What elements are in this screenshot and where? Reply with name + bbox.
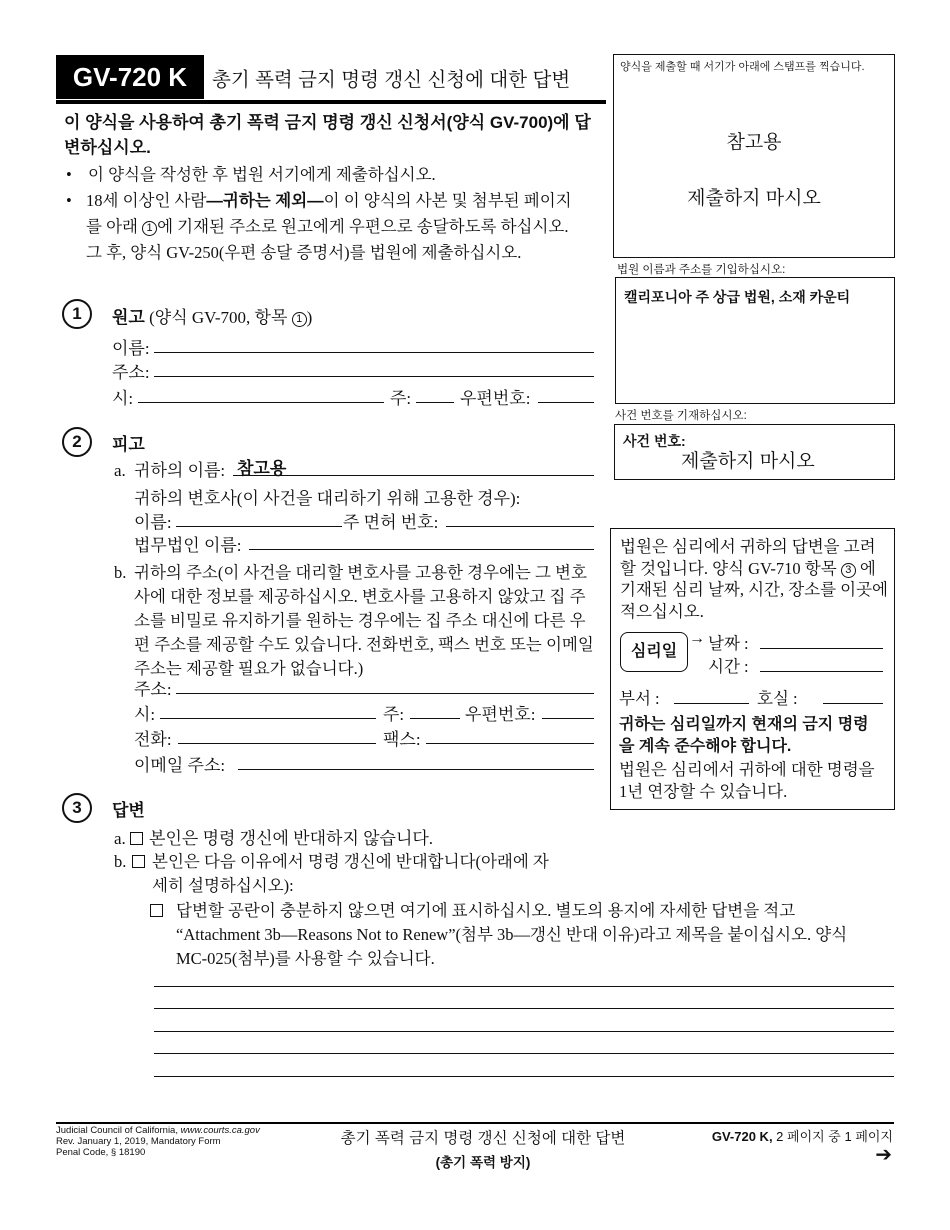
firm-name-label: 법무법인 이름: bbox=[134, 536, 242, 555]
answer-line-4[interactable] bbox=[154, 1053, 894, 1054]
item-2b-label: b. bbox=[114, 563, 127, 582]
section-1-subtitle-post: ) bbox=[306, 308, 313, 327]
item-1-ref-circle: 1 bbox=[142, 221, 157, 236]
case-number-box[interactable] bbox=[614, 424, 895, 480]
intro-heading: 이 양식을 사용하여 총기 폭력 금지 명령 갱신 신청서(양식 GV-700)에 답변하십시오. bbox=[64, 113, 591, 157]
item-2a-label: a. bbox=[114, 461, 126, 480]
clerk-stamp-box bbox=[613, 54, 895, 258]
defendant-state-field[interactable] bbox=[410, 718, 460, 719]
item-3b-checkbox[interactable] bbox=[132, 855, 145, 868]
section-2-number: 2 bbox=[62, 427, 92, 457]
hearing-room-field[interactable] bbox=[823, 703, 883, 704]
item-3-ref-circle: 3 bbox=[841, 563, 856, 578]
section-1-heading bbox=[112, 303, 312, 328]
defendant-city-label: 시: bbox=[134, 705, 156, 724]
court-name-text: 캘리포니아 주 상급 법원, 소재 카운티 bbox=[624, 289, 851, 305]
item-3a-text: 본인은 명령 갱신에 반대하지 않습니다. bbox=[149, 829, 434, 848]
defendant-name-label: 귀하의 이름: bbox=[134, 461, 226, 480]
intro-bullet-1-text: 이 양식을 작성한 후 법원 서기에게 제출하십시오. bbox=[88, 165, 436, 184]
defendant-address-field[interactable] bbox=[176, 693, 594, 694]
hearing-room-label: 호실 : bbox=[757, 689, 798, 708]
plaintiff-state-field[interactable] bbox=[416, 402, 454, 403]
defendant-fax-field[interactable] bbox=[426, 743, 594, 744]
intro-bullet-2-post-a: 이 이 양식의 사본 및 첨부된 페이지를 아래 bbox=[86, 191, 572, 236]
defendant-email-label: 이메일 주소: bbox=[134, 756, 226, 775]
next-page-arrow-icon[interactable]: ➔ bbox=[875, 1144, 892, 1166]
hearing-info-box bbox=[610, 528, 895, 810]
hearing-intro-b: 에 기재된 심리 날짜, 시간, 장소를 이곳에 적으십시오. bbox=[620, 558, 888, 621]
defendant-fax-label: 팩스: bbox=[383, 730, 421, 749]
defendant-phone-field[interactable] bbox=[178, 743, 376, 744]
section-2-title: 피고 bbox=[112, 435, 145, 454]
item-3b-text: 본인은 다음 이유에서 명령 갱신에 반대합니다(아래에 자세히 설명하십시오): bbox=[152, 852, 549, 895]
footer-subtitle: (총기 폭력 방지) bbox=[435, 1155, 531, 1170]
hearing-intro-a: 법원은 심리에서 귀하의 답변을 고려할 것입니다. 양식 GV-710 항목 bbox=[620, 537, 876, 578]
section-1-subtitle-pre: (양식 GV-700, 항목 bbox=[144, 308, 292, 327]
clerk-stamp-caption: 양식을 제출할 때 서기가 아래에 스탬프를 찍습니다. bbox=[620, 61, 865, 73]
lawyer-intro: 귀하의 변호사(이 사건을 대리하기 위해 고용한 경우): bbox=[134, 489, 521, 508]
item-3a bbox=[114, 824, 433, 849]
answer-line-2[interactable] bbox=[154, 1008, 894, 1009]
defendant-name-row bbox=[114, 456, 225, 481]
defendant-address-label: 주소: bbox=[134, 680, 172, 699]
court-name-box[interactable] bbox=[615, 277, 895, 404]
hearing-warning-text: 법원은 심리에서 귀하에 대한 명령을 1년 연장할 수 있습니다. bbox=[619, 760, 875, 801]
court-caption: 법원 이름과 주소를 기입하십시오: bbox=[617, 264, 786, 276]
hearing-date-badge: 심리일 bbox=[620, 632, 688, 672]
lawyer-name-label: 이름: bbox=[134, 513, 172, 532]
section-1-number: 1 bbox=[62, 299, 92, 329]
clerk-stamp-line1: 참고용 bbox=[726, 132, 782, 153]
hearing-time-field[interactable] bbox=[760, 671, 883, 672]
plaintiff-address-field[interactable] bbox=[154, 376, 594, 377]
footer-rev: Rev. January 1, 2019, Mandatory Form bbox=[56, 1136, 221, 1147]
answer-line-3[interactable] bbox=[154, 1031, 894, 1032]
plaintiff-address-label: 주소: bbox=[112, 363, 150, 382]
footer-page: 2 페이지 중 1 페이지 bbox=[772, 1129, 893, 1144]
item-3a-checkbox[interactable] bbox=[130, 832, 143, 845]
case-number-value: 제출하지 마시오 bbox=[681, 451, 815, 472]
intro-bullet-2-bold: —귀하는 제외— bbox=[206, 192, 324, 210]
defendant-zip-field[interactable] bbox=[542, 718, 594, 719]
form-title: 총기 폭력 금지 명령 갱신 신청에 대한 답변 bbox=[212, 69, 571, 91]
section-3-title: 답변 bbox=[112, 801, 145, 820]
item-2b bbox=[114, 561, 598, 681]
item-1-ref-circle-2: 1 bbox=[292, 312, 307, 327]
attachment-option bbox=[150, 899, 870, 971]
intro-bullet-2-post-b: 에 기재된 주소로 원고에게 우편으로 송달하도록 하십시오. 그 후, 양식 GV-250(우편 송달 증명서)를 법원에 제출하십시오. bbox=[86, 217, 569, 262]
answer-line-1[interactable] bbox=[154, 986, 894, 987]
section-1-title: 원고 bbox=[112, 308, 145, 327]
footer-council-url[interactable]: www.courts.ca.gov bbox=[180, 1125, 260, 1136]
hearing-warning-bold: 귀하는 심리일까지 현재의 금지 명령을 계속 준수해야 합니다. bbox=[619, 716, 869, 755]
plaintiff-city-label: 시: bbox=[112, 389, 134, 408]
clerk-stamp-line2: 제출하지 마시오 bbox=[687, 188, 821, 209]
hearing-arrow: → bbox=[689, 630, 705, 647]
defendant-zip-label: 우편번호: bbox=[465, 705, 536, 724]
section-3-number: 3 bbox=[62, 793, 92, 823]
plaintiff-name-row bbox=[112, 334, 150, 359]
defendant-city-field[interactable] bbox=[160, 718, 376, 719]
hearing-date-label: 날짜 : bbox=[708, 634, 749, 653]
plaintiff-name-field[interactable] bbox=[154, 352, 594, 353]
hearing-intro bbox=[620, 536, 890, 622]
defendant-phone-label: 전화: bbox=[134, 730, 172, 749]
case-number-label: 사건 번호: bbox=[623, 433, 686, 449]
intro-bullet-2: • 18세 이상인 사람—귀하는 제외—이 이 양식의 사본 및 첨부된 페이지를 아래 1 에 기재된 주소로 원고에게 우편으로 송달하도록 하십시오. 그 후, 양식 GV-250(우편 송달 증명서)를 법원에 제출하십시오. bbox=[66, 191, 572, 262]
footer-council-text: Judicial Council of California, bbox=[56, 1125, 181, 1136]
footer-code: Penal Code, § 18190 bbox=[56, 1147, 146, 1158]
plaintiff-zip-field[interactable] bbox=[538, 402, 594, 403]
case-caption: 사건 번호를 기재하십시오: bbox=[615, 410, 747, 422]
attachment-text: 답변할 공란이 충분하지 않으면 여기에 표시하십시오. 별도의 용지에 자세한 답변을 적고 “Attachment 3b—Reasons Not to Renew”(첨부 3b—갱신 반대 이유)라고 제목을 붙이십시오. 양식 MC-025(첨부)를 사용할 수 있습니다. bbox=[176, 901, 848, 968]
hearing-time-label: 시간 : bbox=[708, 657, 749, 676]
intro-bullet-2-pre: 18세 이상인 사람 bbox=[86, 191, 207, 210]
plaintiff-name-label: 이름: bbox=[112, 339, 150, 358]
plaintiff-zip-label: 우편번호: bbox=[460, 389, 531, 408]
plaintiff-state-label: 주: bbox=[390, 389, 412, 408]
defendant-email-field[interactable] bbox=[238, 769, 594, 770]
bar-number-label: 주 면허 번호: bbox=[343, 513, 439, 532]
footer-rule bbox=[56, 1122, 894, 1124]
defendant-name-field[interactable] bbox=[233, 475, 594, 476]
defendant-name-value: 참고용 bbox=[237, 459, 287, 478]
item-3b bbox=[114, 850, 564, 898]
hearing-dept-field[interactable] bbox=[674, 703, 749, 704]
item-2b-text: 귀하의 주소(이 사건을 대리할 변호사를 고용한 경우에는 그 변호사에 대한 정보를 제공하십시오. 변호사를 고용하지 않았고 집 주소를 비밀로 유지하기를 원하는 경우에는 집 주소 대신에 다른 우편 주소를 제공할 수도 있습니다. 전화번호, 팩스 번호 또는 이메일 주소는 제공할 필요가 없습니다.) bbox=[134, 563, 594, 678]
bar-number-field[interactable] bbox=[446, 526, 594, 527]
lawyer-name-field[interactable] bbox=[176, 526, 342, 527]
answer-line-5[interactable] bbox=[154, 1076, 894, 1077]
item-3a-label: a. bbox=[114, 829, 126, 848]
form-id-badge: GV-720 K bbox=[56, 55, 204, 99]
footer-form-id: GV-720 K, bbox=[711, 1129, 773, 1144]
hearing-date-field[interactable] bbox=[760, 648, 883, 649]
item-3b-label: b. bbox=[114, 852, 127, 871]
footer-title: 총기 폭력 금지 명령 갱신 신청에 대한 답변 bbox=[340, 1130, 626, 1147]
hearing-dept-label: 부서 : bbox=[619, 689, 660, 708]
plaintiff-city-field[interactable] bbox=[138, 402, 384, 403]
plaintiff-address-row bbox=[112, 358, 150, 383]
attachment-checkbox[interactable] bbox=[150, 904, 163, 917]
defendant-state-label: 주: bbox=[383, 705, 405, 724]
footer-page-info bbox=[712, 1126, 893, 1145]
header-rule bbox=[56, 100, 606, 104]
firm-name-field[interactable] bbox=[249, 549, 594, 550]
